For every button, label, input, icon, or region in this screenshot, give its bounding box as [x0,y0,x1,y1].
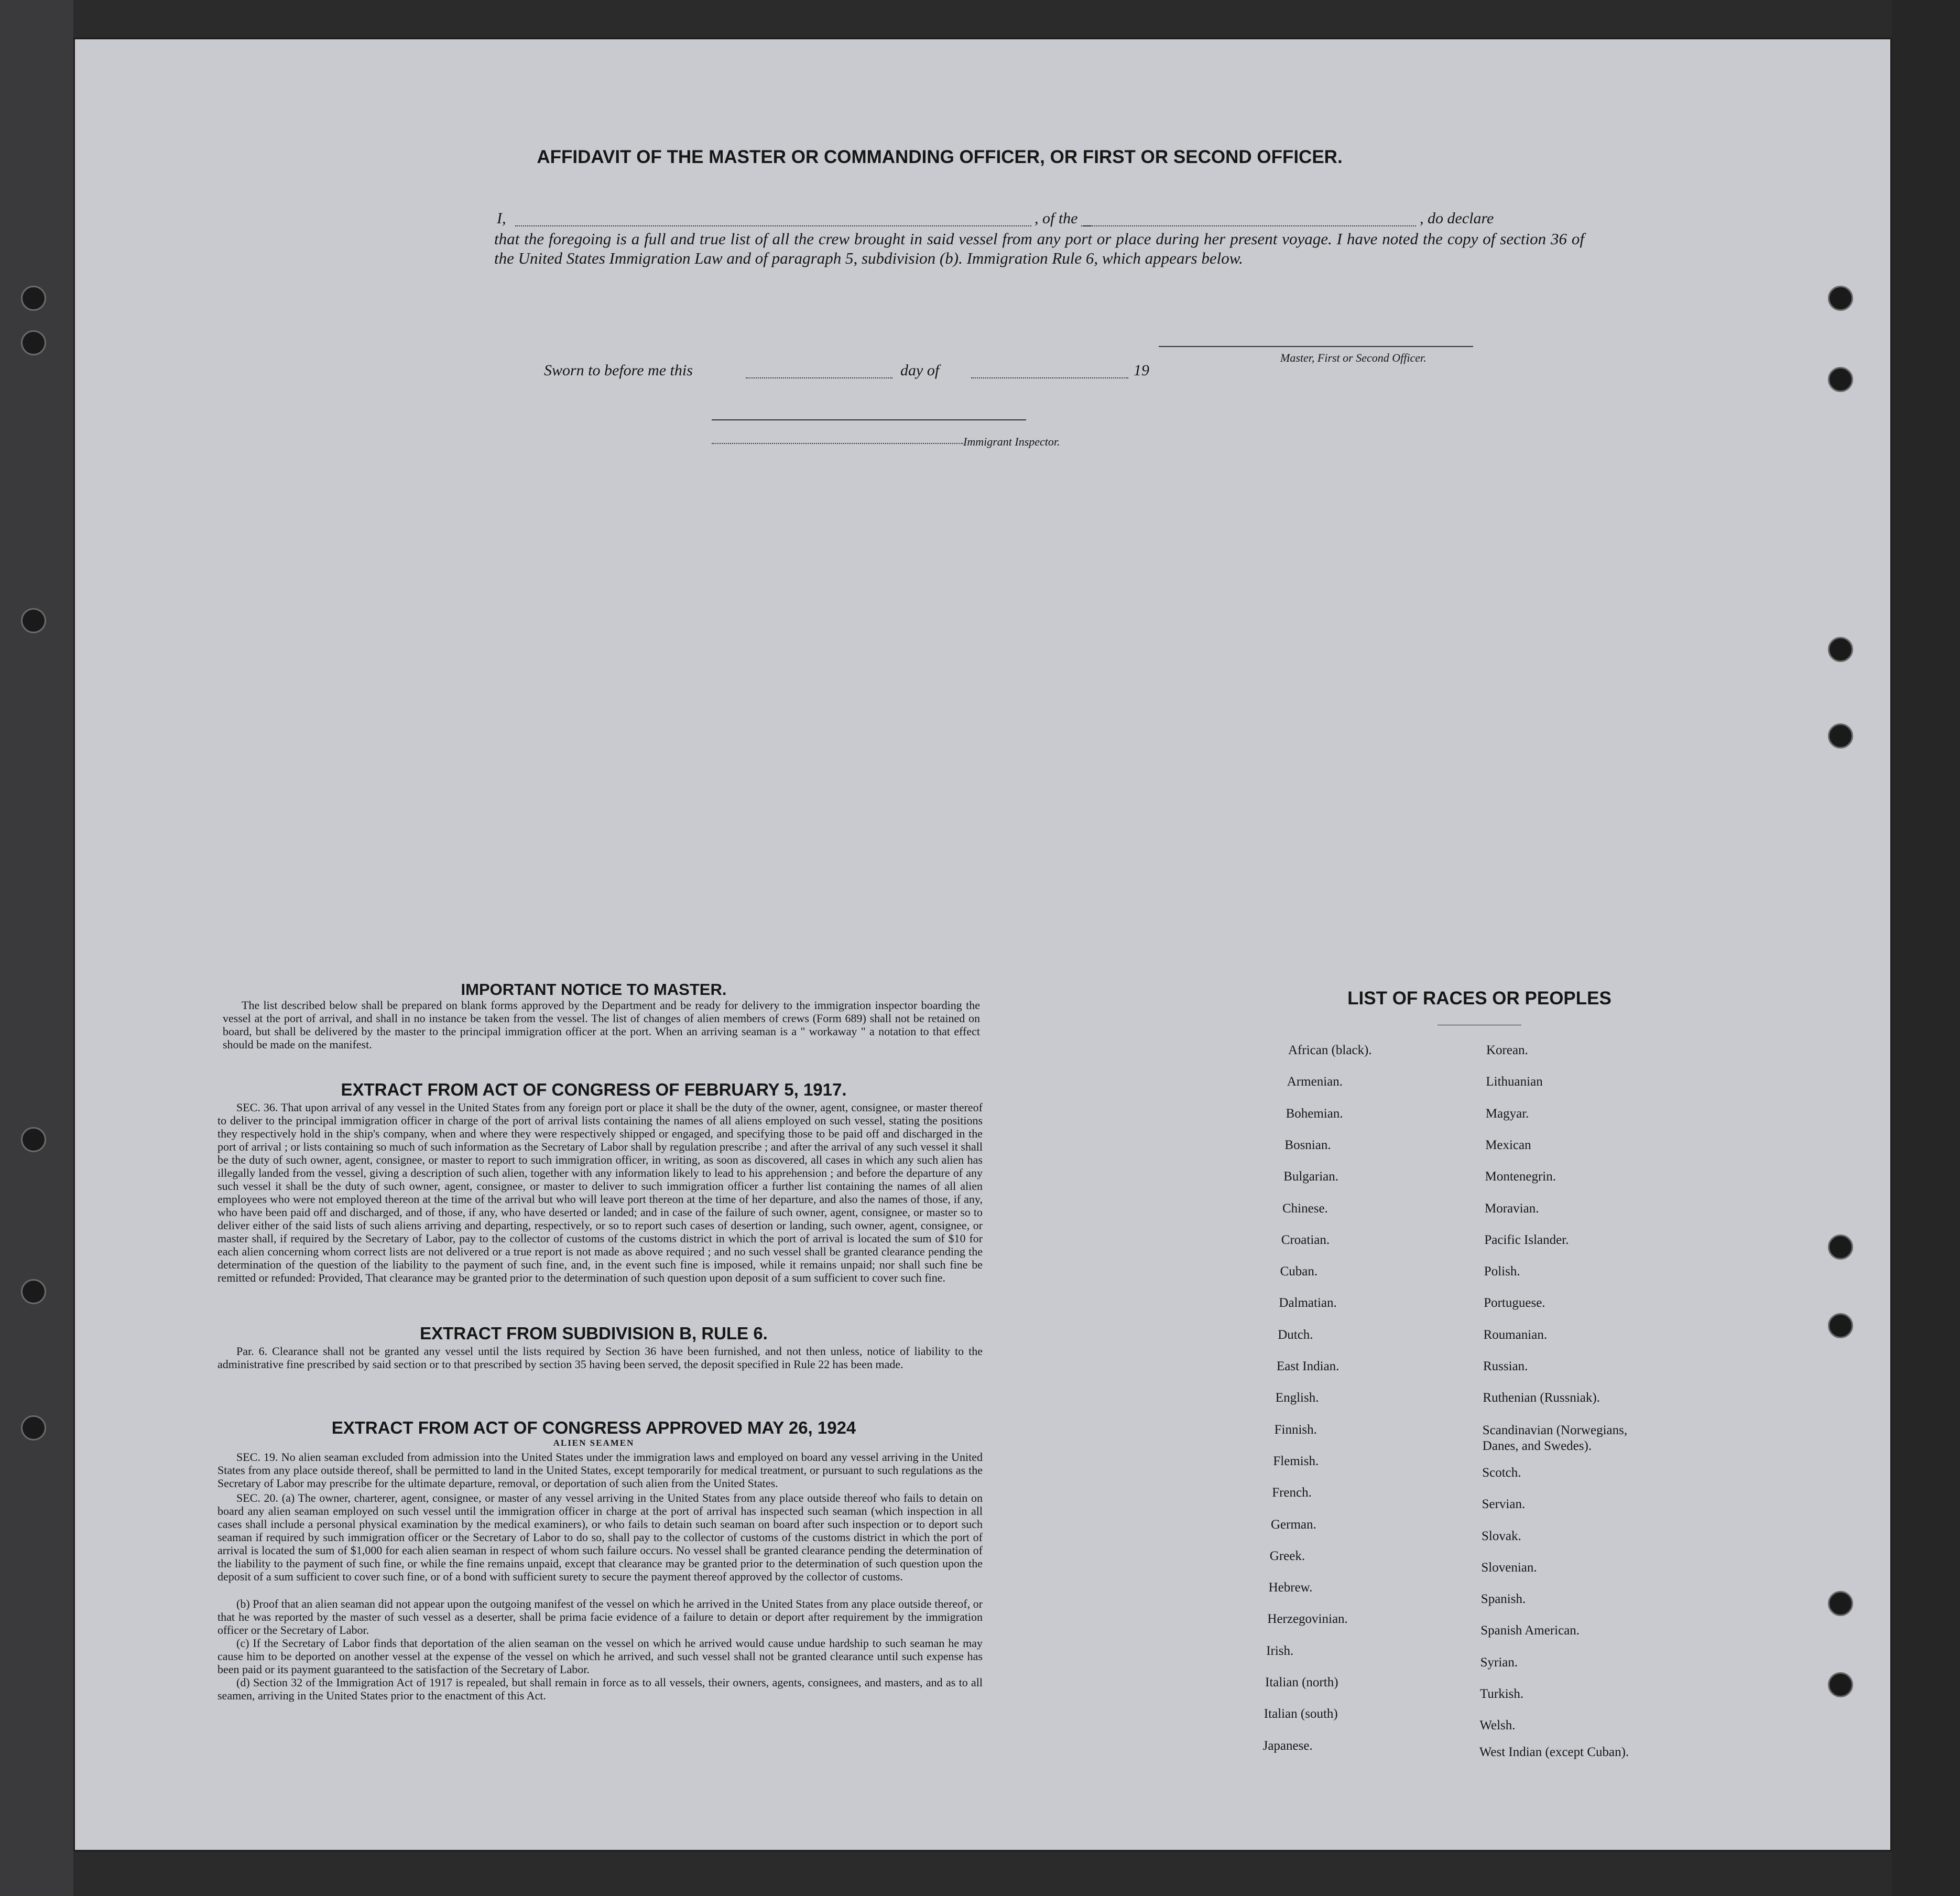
extract-1924-sec20c: (c) If the Secretary of Labor finds that deportation of the alien seaman on the vessel on which he arrived would cause undue hardship to such seaman he may cause him to be deported on another vessel at the expense of the vessel on which he arrived, and such vessel shall not be granted clearance until such expense has been paid or its payment guaranteed to the satisfaction of the Secretary of Labor. [217,1637,983,1676]
signature-line [1159,346,1473,347]
extract-1917-body: SEC. 36. That upon arrival of any vessel in the United States from any foreign port or place it shall be the duty of the owner, agent, consignee, or master thereof to deliver to the principal immigration officer in charge of the port of arrival lists containing the names of all aliens employed on such vessel, stating the positions they respectively hold in the ship's company, when and where they were respectively shipped or engaged, and specifying those to be paid off and discharged in the port of arrival ; or lists containing so much of such information as the Secretary of Labor shall by regulation prescribe ; and after the arrival of any such vessel it shall be the duty of such owner, agent, consignee, or master to report to such immigration officer, in writing, as soon as discovered, all cases in which any such alien has illegally landed from the vessel, giving a description of such alien, together with any information likely to lead to his apprehension ; and before the departure of any such vessel it shall be the duty of such owner, agent, consignee, or master to deliver to such immigration officer a further list containing the names of all alien employees who were not employed thereon at the time of the arrival but who will leave port thereon at the time of her departure, and also the names of those, if any, who have been paid off and discharged, and of those, if any, who have deserted or landed; and in case of the failure of such owner, agent, consignee, or master so to deliver either of the said lists of such aliens arriving and departing, respectively, or so to report such cases of desertion or landing, such owner, agent, consignee, or master shall, if required by the Secretary of Labor, pay to the collector of customs of the customs district in which the port of arrival is located the sum of $10 for each alien concerning whom correct lists are not delivered or a true report is not made as above required ; and no such vessel shall be granted clearance pending the determination of the question of the liability to the payment of such fine, and, in the event such fine is imposed, while it remains unpaid; nor shall such fine be remitted or refunded: Provided, That clearance may be granted prior to the determination of such question upon deposit of a sum sufficient to cover such fine. [217,1101,983,1284]
sworn-day-blank [746,377,892,378]
race-list-item: Roumanian. [1483,1327,1548,1342]
form-sheet [73,38,1892,1851]
affidavit-title: AFFIDAVIT OF THE MASTER OR COMMANDING OFFICER, OR FIRST OR SECOND OFFICER. [537,147,1343,167]
race-list-item: Servian. [1482,1497,1526,1512]
extract-1924-subtitle: ALIEN SEAMEN [553,1438,635,1448]
race-list-item: Portuguese. [1484,1296,1545,1310]
affidavit-body: that the foregoing is a full and true list of all the crew brought in said vessel from any port or place during her present voyage. I have noted the copy of section 36 of the United States Immigration Law and of paragraph 5, subdivision (b). Immigration Rule 6, which appears below. [494,230,1584,267]
punch-hole [21,608,46,633]
race-list-item: Hebrew. [1268,1580,1313,1595]
notice-body: The list described below shall be prepared on blank forms approved by the Department and be ready for delivery to the immigration inspector boarding the vessel at the port of arrival, and shall in no instance be taken from the vessel. The list of changes of alien members of crews (Form 689) shall not be retained on board, but shall be delivered by the master to the principal immigration officer at the port. When an arriving seaman is a " workaway " a notation to that effect should be made on the manifest. [223,999,980,1051]
race-list-item: Bosnian. [1284,1137,1331,1152]
extract-1924-sec19: SEC. 19. No alien seaman excluded from admission into the United States under the immigration laws and employed on board any vessel arriving in the United States from any place outside thereof, shall be permitted to land in the United States, except temporarily for medical treatment, or pursuant to such regulations as the Secretary of Labor may prescribe for the ultimate departure, removal, or deportation of such alien from the United States. [217,1450,983,1490]
race-list-item: Croatian. [1281,1232,1330,1247]
inspector-line-1 [712,419,1026,420]
left-binding-strip [0,0,73,1896]
race-list-item: African (black). [1288,1043,1372,1057]
race-list-item: Slovenian. [1481,1560,1537,1575]
race-list-item: Armenian. [1287,1075,1343,1089]
races-title: LIST OF RACES OR PEOPLES [1347,988,1611,1009]
race-list-item: Russian. [1483,1359,1528,1373]
punch-hole [21,1127,46,1152]
extract-1917-title: EXTRACT FROM ACT OF CONGRESS OF FEBRUARY 5, 1917. [341,1080,847,1099]
race-list-item: East Indian. [1277,1359,1340,1373]
inspector-line-2 [712,443,963,444]
race-list-item: Cuban. [1280,1264,1318,1279]
month-blank [971,377,1128,378]
race-list-item: Polish. [1484,1264,1520,1279]
race-list-item: Scandinavian (Norwegians, Danes, and Swedes). [1482,1423,1628,1453]
race-list-item: Flemish. [1273,1454,1319,1468]
punch-hole [1828,637,1853,662]
race-list-item: Herzegovinian. [1267,1612,1348,1627]
race-list-item: Spanish. [1480,1592,1526,1607]
extract-1924-title: EXTRACT FROM ACT OF CONGRESS APPROVED MAY 26, 1924 [331,1418,856,1437]
punch-hole [1828,1234,1853,1260]
race-list-item: Syrian. [1480,1655,1518,1670]
race-list-item: Spanish American. [1480,1623,1580,1638]
race-list-item: English. [1275,1391,1319,1405]
inspector-label: Immigrant Inspector. [963,435,1060,448]
punch-hole [1828,1591,1853,1616]
race-list-item: Irish. [1266,1643,1294,1658]
punch-hole [1828,723,1853,749]
race-list-item: Bohemian. [1286,1106,1343,1121]
punch-hole [1828,1672,1853,1697]
sworn-label: Sworn to before me this [544,362,693,379]
punch-hole [21,1415,46,1440]
race-list-item: German. [1271,1517,1316,1532]
race-list-item: Dalmatian. [1279,1296,1337,1310]
race-list-item: West Indian (except Cuban). [1479,1745,1629,1759]
punch-hole [21,330,46,355]
extract-1924-sec20d: (d) Section 32 of the Immigration Act of 1917 is repealed, but shall remain in force as to all vessels, their owners, agents, consignees, and masters, and as to all seamen, arriving in the United States prior to the enactment of this Act. [217,1676,983,1702]
race-list-item: Mexican [1485,1137,1531,1152]
affidavit-i-label: I, [497,210,506,227]
extract-1924-sec20a: SEC. 20. (a) The owner, charterer, agent, consignee, or master of any vessel arriving in the United States from any place outside thereof who fails to detain on board any alien seaman employed on such vessel until the immigration officer in charge at the port of arrival has inspected such seaman (which inspection in all cases shall include a personal physical examination by the medical examiners), or who fails to detain such seaman on board after such inspection or to deport such seaman if required by such immigration officer or the Secretary of Labor to do so, shall pay to the collector of customs of the customs district in which the port of arrival is located the sum of $1,000 for each alien seaman in respect of whom such failure occurs. No vessel shall be granted clearance pending the determination of the liability to the payment of such fine, or while the fine remains unpaid, except that clearance may be granted prior to the determination of such question upon the deposit of a sum sufficient to cover such fine, or of a bond with sufficient surety to secure the payment thereof approved by the collector of customs. [217,1491,983,1583]
race-list-item: Dutch. [1278,1327,1313,1342]
race-list-item: Magyar. [1485,1106,1529,1121]
name-blank [515,225,1092,226]
race-list-item: Moravian. [1485,1201,1539,1216]
race-list-item: French. [1272,1486,1312,1500]
race-list-item: Slovak. [1482,1529,1521,1543]
race-list-item: Greek. [1269,1548,1305,1563]
punch-hole [21,286,46,311]
punch-hole [1828,1313,1853,1338]
race-list-item: Welsh. [1479,1718,1516,1733]
affidavit-of-the-label: , of the [1031,210,1081,227]
race-list-item: Montenegrin. [1485,1169,1556,1184]
race-list-item: Korean. [1486,1043,1528,1057]
race-list-item: Japanese. [1262,1738,1313,1753]
punch-hole [1828,367,1853,392]
race-list-item: Bulgarian. [1283,1169,1339,1184]
punch-hole [21,1279,46,1304]
race-list-item: Italian (north) [1265,1675,1338,1689]
extract-rule6-title: EXTRACT FROM SUBDIVISION B, RULE 6. [420,1324,768,1343]
race-list-item: Italian (south) [1264,1707,1338,1721]
race-list-item: Ruthenian (Russniak). [1483,1391,1600,1405]
race-list-item: Chinese. [1282,1201,1328,1216]
affidavit-declare-label: , do declare [1417,210,1497,227]
race-list-item: Lithuanian [1486,1075,1543,1089]
punch-hole [1828,286,1853,311]
day-of-label: day of [900,362,940,379]
race-list-item: Turkish. [1480,1687,1524,1701]
extract-rule6-body: Par. 6. Clearance shall not be granted any vessel until the lists required by Section 36 have been furnished, and not then unless, notice of liability to the administrative fine prescribed by said section or to that prescribed by section 35 having been served, the deposit specified in Rule 22 has been made. [217,1345,983,1371]
right-edge-shadow [1892,0,1960,1896]
notice-title: IMPORTANT NOTICE TO MASTER. [461,980,727,999]
race-list-item: Scotch. [1482,1465,1521,1480]
extract-1924-sec20b: (b) Proof that an alien seaman did not appear upon the outgoing manifest of the vessel on which he arrived in the United States from any place outside thereof, or that he was reported by the master of such vessel as a deserter, shall be prima facie evidence of a failure to detain or deport after requirement by the immigration officer or the Secretary of Labor. [217,1597,983,1637]
race-list-item: Finnish. [1274,1422,1317,1437]
race-list-item: Pacific Islander. [1484,1232,1569,1247]
year-label: 19 [1134,362,1149,379]
signature-label: Master, First or Second Officer. [1280,351,1427,364]
